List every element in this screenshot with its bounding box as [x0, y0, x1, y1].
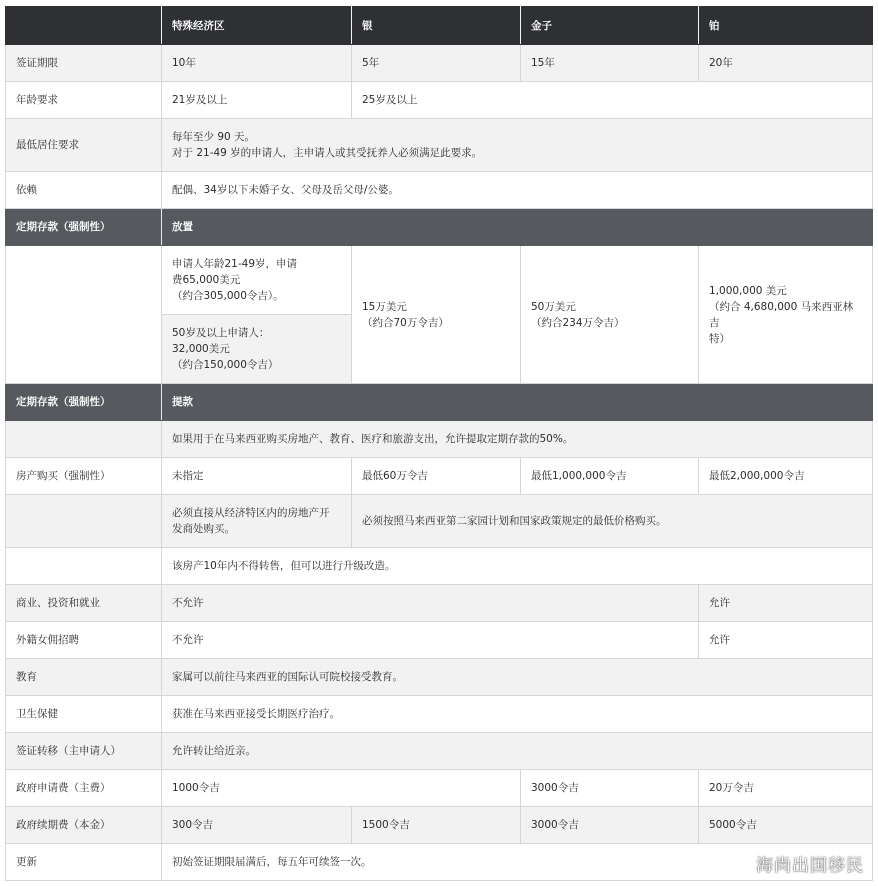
cell-sez: 未指定 [162, 458, 352, 495]
row-label: 外籍女佣招聘 [6, 622, 162, 659]
cell-value [162, 119, 873, 172]
text-line: （约合 4,680,000 马来西亚林吉 [709, 300, 854, 329]
table-row [6, 770, 873, 807]
text-line: 对于 21-49 岁的申请人，主申请人或其受抚养人必须满足此要求。 [172, 147, 483, 159]
cell-platinum: 允许 [699, 622, 873, 659]
table-row [6, 119, 873, 172]
header-gold: 金子 [521, 7, 699, 45]
row-label: 房产购买（强制性） [6, 458, 162, 495]
section-header-row [6, 384, 873, 421]
cell-sez: 10年 [162, 45, 352, 82]
cell-platinum: 20万令吉 [699, 770, 873, 807]
row-label: 签证期限 [6, 45, 162, 82]
cell-gold: 3000令吉 [521, 807, 699, 844]
table-row [6, 458, 873, 495]
section-label: 定期存款（强制性） [6, 209, 162, 246]
row-label: 商业、投资和就业 [6, 585, 162, 622]
cell-sez-50plus [162, 315, 352, 384]
text-line: 32,000美元 [172, 343, 230, 355]
text-line: 申请人年龄21-49岁，申请 [172, 258, 298, 270]
cell-gold: 3000令吉 [521, 770, 699, 807]
row-label: 依赖 [6, 172, 162, 209]
table-row [6, 659, 873, 696]
table-row [6, 172, 873, 209]
text-line: 50岁及以上申请人： [172, 327, 270, 339]
cell-gold: 最低1,000,000令吉 [521, 458, 699, 495]
text-line: 发商处购买。 [172, 523, 235, 535]
row-label: 更新 [6, 844, 162, 881]
cell-value: 获准在马来西亚接受长期医疗治疗。 [162, 696, 873, 733]
text-line: 1,000,000 美元 [709, 284, 787, 297]
table-header-row [6, 7, 873, 45]
header-platinum: 铂 [699, 7, 873, 45]
cell-value: 配偶、34岁以下未婚子女、父母及岳父母/公婆。 [162, 172, 873, 209]
row-label-empty [6, 421, 162, 458]
section-title: 放置 [162, 209, 873, 246]
table-row [6, 548, 873, 585]
table-row [6, 82, 873, 119]
cell-gold: 15年 [521, 45, 699, 82]
cell-platinum: 允许 [699, 585, 873, 622]
row-label: 政府续期费（本金） [6, 807, 162, 844]
row-label: 教育 [6, 659, 162, 696]
row-label: 签证转移（主申请人） [6, 733, 162, 770]
text-line: 特） [709, 332, 730, 345]
text-line: 15万美元 [362, 300, 407, 313]
cell-value: 该房产10年内不得转售，但可以进行升级改造。 [162, 548, 873, 585]
cell-value: 初始签证期限届满后，每五年可续签一次。 [162, 844, 873, 881]
text-line: （约合150,000令吉） [172, 359, 279, 371]
header-empty-cell [6, 7, 162, 45]
cell-value: 如果用于在马来西亚购买房地产、教育、医疗和旅游支出，允许提取定期存款的50%。 [162, 421, 873, 458]
table-row [6, 844, 873, 881]
header-silver: 银 [352, 7, 521, 45]
cell-others: 不允许 [162, 585, 699, 622]
header-sez: 特殊经济区 [162, 7, 352, 45]
table-row [6, 807, 873, 844]
cell-sez [162, 495, 352, 548]
cell-platinum: 20年 [699, 45, 873, 82]
row-label-empty [6, 495, 162, 548]
table-row [6, 733, 873, 770]
visa-comparison-table [5, 6, 873, 881]
table-row [6, 246, 873, 315]
cell-others: 25岁及以上 [352, 82, 873, 119]
cell-value: 允许转让给近亲。 [162, 733, 873, 770]
cell-platinum [699, 246, 873, 384]
cell-sez: 21岁及以上 [162, 82, 352, 119]
cell-others: 必须按照马来西亚第二家园计划和国家政策规定的最低价格购买。 [352, 495, 873, 548]
cell-sez-under50 [162, 246, 352, 315]
cell-silver: 最低60万令吉 [352, 458, 521, 495]
cell-sez: 300令吉 [162, 807, 352, 844]
row-label: 政府申请费（主费） [6, 770, 162, 807]
cell-sez-silver: 1000令吉 [162, 770, 521, 807]
cell-silver: 1500令吉 [352, 807, 521, 844]
table-row [6, 495, 873, 548]
section-title: 提款 [162, 384, 873, 421]
row-label: 年龄要求 [6, 82, 162, 119]
table-row [6, 45, 873, 82]
row-label: 卫生保健 [6, 696, 162, 733]
section-header-row [6, 209, 873, 246]
text-line: 必须直接从经济特区内的房地产开 [172, 507, 330, 519]
text-line: 50万美元 [531, 300, 576, 313]
text-line: （约合305,000令吉）。 [172, 290, 284, 302]
cell-silver [352, 246, 521, 384]
table-row [6, 622, 873, 659]
text-line: （约合70万令吉） [362, 316, 449, 329]
watermark: 海尚出国移民 [756, 856, 864, 876]
cell-value: 家属可以前往马来西亚的国际认可院校接受教育。 [162, 659, 873, 696]
table-row [6, 585, 873, 622]
text-line: 每年至少 90 天。 [172, 131, 256, 143]
table-row [6, 421, 873, 458]
cell-gold [521, 246, 699, 384]
cell-platinum: 最低2,000,000令吉 [699, 458, 873, 495]
section-label: 定期存款（强制性） [6, 384, 162, 421]
row-label: 最低居住要求 [6, 119, 162, 172]
text-line: （约合234万令吉） [531, 316, 625, 329]
cell-others: 不允许 [162, 622, 699, 659]
table-row [6, 696, 873, 733]
cell-platinum: 5000令吉 [699, 807, 873, 844]
text-line: 费65,000美元 [172, 274, 241, 286]
cell-silver: 5年 [352, 45, 521, 82]
row-label-empty [6, 548, 162, 585]
row-label-empty [6, 246, 162, 384]
